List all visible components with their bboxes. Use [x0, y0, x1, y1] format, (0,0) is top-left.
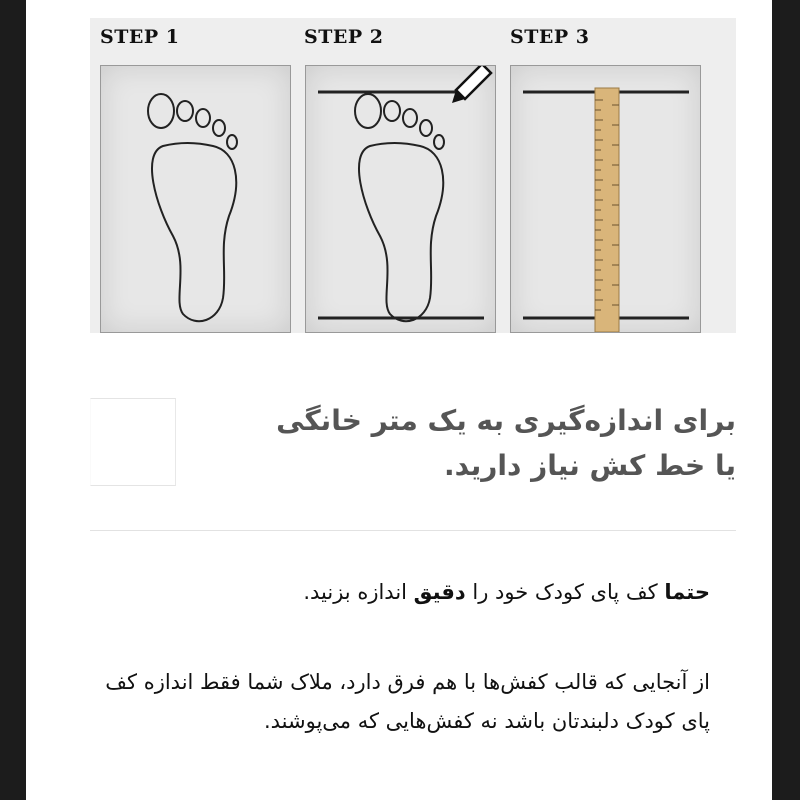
- article-page: [26, 0, 772, 800]
- callout-line-2: یا خط کش نیاز دارید.: [443, 449, 736, 482]
- emphasis-precise: دقیق: [413, 580, 466, 604]
- callout-text: [216, 398, 736, 488]
- callout-line-1: برای اندازه‌گیری به یک متر خانگی: [276, 404, 736, 437]
- paragraph-1-text-a: کف پای کودک خود را: [465, 580, 665, 604]
- step-2-panel: [305, 65, 496, 333]
- step-3-label: STEP 3: [510, 26, 590, 48]
- pencil-icon: [452, 66, 491, 103]
- step-3-panel: [510, 65, 701, 333]
- paragraph-measure-precisely: [90, 573, 710, 612]
- step-1-panel: [100, 65, 291, 333]
- section-divider: [90, 530, 736, 531]
- emphasis-certainly: حتما: [664, 580, 710, 604]
- step-1-label: STEP 1: [100, 26, 180, 48]
- ruler-measurement-icon: [511, 66, 700, 332]
- paragraph-shoe-sizes: از آنجایی که قالب کفش‌ها با هم فرق دارد، ملاک شما فقط اندازه کف پای کودک دلبندتان باشد نه کفش‌هایی که می‌پوشند.: [105, 670, 710, 733]
- paragraph-1-text-b: اندازه بزنید.: [303, 580, 414, 604]
- foot-with-lines-icon: [306, 66, 495, 332]
- foot-measure-steps-image: [90, 18, 736, 333]
- step-2-label: STEP 2: [304, 26, 384, 48]
- foot-outline-icon: [101, 66, 290, 332]
- callout-icon-placeholder: [90, 398, 176, 486]
